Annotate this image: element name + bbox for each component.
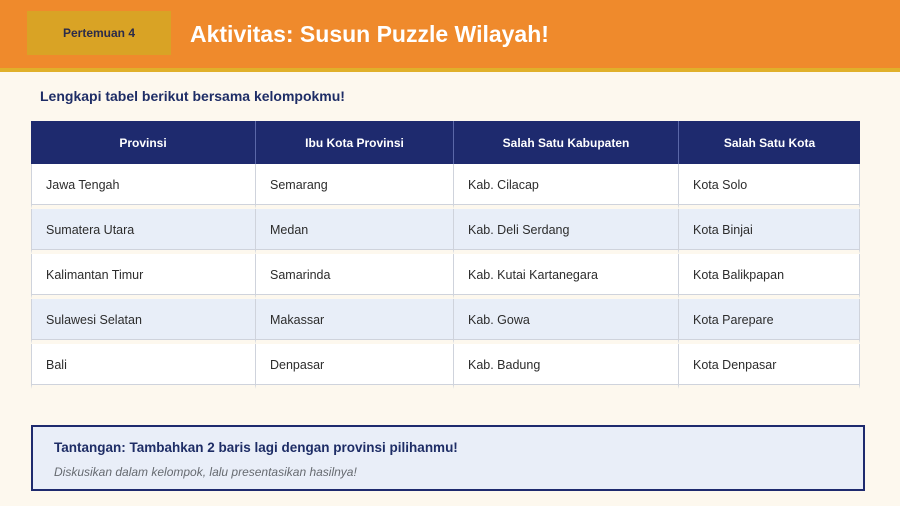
region-table-container — [31, 121, 860, 389]
column-header: Salah Satu Kabupaten — [454, 121, 679, 164]
table-row — [31, 254, 860, 299]
table-cell: Makassar — [256, 299, 454, 344]
region-table — [31, 121, 860, 389]
column-header: Ibu Kota Provinsi — [256, 121, 454, 164]
table-cell: Kab. Gowa — [454, 299, 679, 344]
table-cell: Kab. Kutai Kartanegara — [454, 254, 679, 299]
table-row — [31, 209, 860, 254]
instruction-text: Lengkapi tabel berikut bersama kelompokmu! — [40, 88, 345, 104]
table-cell: Kota Denpasar — [679, 344, 860, 389]
table-row — [31, 299, 860, 344]
challenge-description: Diskusikan dalam kelompok, lalu presentasikan hasilnya! — [54, 465, 357, 479]
session-badge: Pertemuan 4 — [27, 11, 171, 55]
table-cell: Semarang — [256, 164, 454, 209]
table-cell: Denpasar — [256, 344, 454, 389]
table-header-row — [31, 121, 860, 164]
table-cell: Kab. Badung — [454, 344, 679, 389]
table-cell: Kalimantan Timur — [31, 254, 256, 299]
table-cell: Samarinda — [256, 254, 454, 299]
table-row — [31, 344, 860, 389]
table-cell: Kota Binjai — [679, 209, 860, 254]
challenge-title: Tantangan: Tambahkan 2 baris lagi dengan provinsi pilihanmu! — [54, 440, 458, 455]
table-cell: Kab. Cilacap — [454, 164, 679, 209]
table-cell: Kota Parepare — [679, 299, 860, 344]
table-cell: Bali — [31, 344, 256, 389]
header-stripe — [0, 68, 900, 72]
challenge-box — [31, 425, 865, 491]
page-title: Aktivitas: Susun Puzzle Wilayah! — [190, 21, 549, 47]
table-cell: Kab. Deli Serdang — [454, 209, 679, 254]
column-header: Salah Satu Kota — [679, 121, 860, 164]
table-row — [31, 164, 860, 209]
table-cell: Medan — [256, 209, 454, 254]
table-cell: Kota Solo — [679, 164, 860, 209]
table-cell: Kota Balikpapan — [679, 254, 860, 299]
table-cell: Jawa Tengah — [31, 164, 256, 209]
table-cell: Sulawesi Selatan — [31, 299, 256, 344]
table-cell: Sumatera Utara — [31, 209, 256, 254]
column-header: Provinsi — [31, 121, 256, 164]
